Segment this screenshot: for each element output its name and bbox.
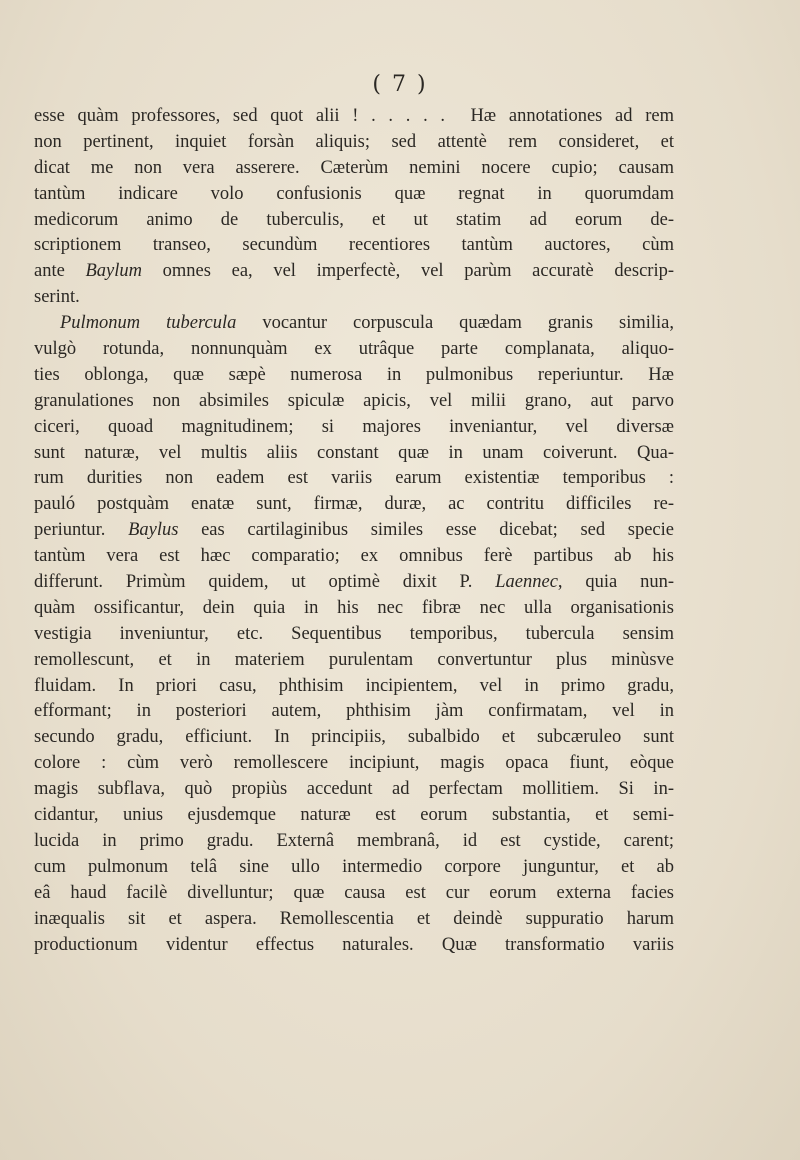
text-line	[34, 233, 674, 259]
text-run: , quia nun-	[557, 572, 674, 593]
text-run: tantùm vera est hæc comparatio; ex omnibus ferè partibus ab his	[34, 546, 674, 567]
text-line	[34, 466, 674, 492]
text-run: medicorum animo de tuberculis, et ut statim ad eorum de-	[34, 209, 674, 230]
text-line	[34, 389, 674, 415]
text-run: cum pulmonum telâ sine ullo intermedio corpore junguntur, et ab	[34, 856, 674, 877]
text-line	[34, 699, 674, 725]
text-line	[34, 415, 674, 441]
text-line	[34, 674, 674, 700]
text-run: rum durities non eadem est variis earum existentiæ temporibus :	[34, 468, 674, 489]
body-text	[34, 104, 674, 958]
text-line	[34, 907, 674, 933]
text-run: vocantur corpuscula quædam granis similia,	[236, 313, 674, 334]
text-run: productionum videntur effectus naturales. Quæ transformatio variis	[34, 934, 674, 955]
text-run: serint.	[34, 287, 80, 308]
text-run: inæqualis sit et aspera. Remollescentia et deindè suppuratio harum	[34, 908, 674, 929]
text-line	[34, 156, 674, 182]
text-line	[34, 311, 674, 337]
text-run: sunt naturæ, vel multis aliis constant quæ in unam coiverunt. Qua-	[34, 442, 674, 463]
text-run: quàm ossificantur, dein quia in his nec fibræ nec ulla organisationis	[34, 597, 674, 618]
text-line	[34, 855, 674, 881]
text-run: vestigia inveniuntur, etc. Sequentibus temporibus, tubercula sensim	[34, 623, 674, 644]
text-line	[34, 363, 674, 389]
text-run: eâ haud facilè divelluntur; quæ causa est cur eorum externa facies	[34, 882, 674, 903]
text-run: magis subflava, quò propiùs accedunt ad perfectam mollitiem. Si in-	[34, 779, 674, 800]
text-run: colore : cùm verò remollescere incipiunt, magis opaca fiunt, eòque	[34, 753, 674, 774]
text-run: scriptionem transeo, secundùm recentiores tantùm auctores, cùm	[34, 235, 674, 256]
page-number: ( 7 )	[372, 72, 428, 97]
text-run: esse quàm professores, sed quot alii ! . . . . . Hæ annotationes ad rem	[34, 106, 674, 126]
text-line	[34, 518, 674, 544]
text-line	[34, 751, 674, 777]
text-run: non pertinent, inquiet forsàn aliquis; sed attentè rem consideret, et	[34, 131, 674, 152]
text-line	[34, 259, 674, 285]
text-run: eas cartilaginibus similes esse dicebat; sed specie	[178, 520, 674, 541]
text-run: pauló postquàm enatæ sunt, firmæ, duræ, ac contritu difficiles re-	[34, 494, 674, 515]
text-line	[34, 285, 674, 311]
italic-name: Baylum	[85, 261, 142, 282]
text-line	[34, 596, 674, 622]
text-line	[34, 570, 674, 596]
text-line	[34, 777, 674, 803]
text-line	[34, 622, 674, 648]
text-line	[34, 648, 674, 674]
text-run: omnes ea, vel imperfectè, vel parùm accuratè descrip-	[142, 261, 675, 282]
text-line	[34, 182, 674, 208]
text-line	[34, 725, 674, 751]
text-run: differunt. Primùm quidem, ut optimè dixit P.	[34, 572, 496, 593]
text-run: secundo gradu, efficiunt. In principiis, subalbido et subcæruleo sunt	[34, 727, 674, 748]
text-line	[34, 208, 674, 234]
text-run: vulgò rotunda, nonnunquàm ex utrâque parte complanata, aliquo-	[34, 339, 674, 360]
text-run: ties oblonga, quæ sæpè numerosa in pulmonibus reperiuntur. Hæ	[34, 364, 674, 385]
italic-name: Baylus	[128, 520, 179, 541]
text-run: dicat me non vera asserere. Cæterùm nemini nocere cupio; causam	[34, 157, 674, 178]
text-line	[34, 337, 674, 363]
text-run: cidantur, unius ejusdemque naturæ est eorum substantia, et semi-	[34, 805, 674, 826]
text-run: fluidam. In priori casu, phthisim incipientem, vel in primo gradu,	[34, 675, 674, 696]
text-run: remollescunt, et in materiem purulentam convertuntur plus minùsve	[34, 649, 674, 670]
text-run: lucida in primo gradu. Externâ membranâ, id est cystide, carent;	[34, 830, 674, 851]
text-line	[34, 829, 674, 855]
text-line	[34, 130, 674, 156]
text-run: efformant; in posteriori autem, phthisim jàm confirmatam, vel in	[34, 701, 674, 722]
italic-name: Pulmonum tubercula	[60, 313, 237, 334]
text-run: tantùm indicare volo confusionis quæ regnat in quorumdam	[34, 183, 674, 204]
text-run: periuntur.	[34, 520, 129, 541]
text-line	[34, 544, 674, 570]
text-line	[34, 933, 674, 959]
text-line	[34, 441, 674, 467]
text-line	[34, 803, 674, 829]
text-line	[34, 104, 674, 130]
italic-name: Laennec	[495, 572, 558, 593]
text-line	[34, 881, 674, 907]
text-run: ante	[34, 261, 86, 282]
text-line	[34, 492, 674, 518]
text-run: granulationes non absimiles spiculæ apicis, vel milii grano, aut parvo	[34, 390, 674, 411]
text-run: ciceri, quoad magnitudinem; si majores inveniantur, vel diversæ	[34, 416, 674, 437]
